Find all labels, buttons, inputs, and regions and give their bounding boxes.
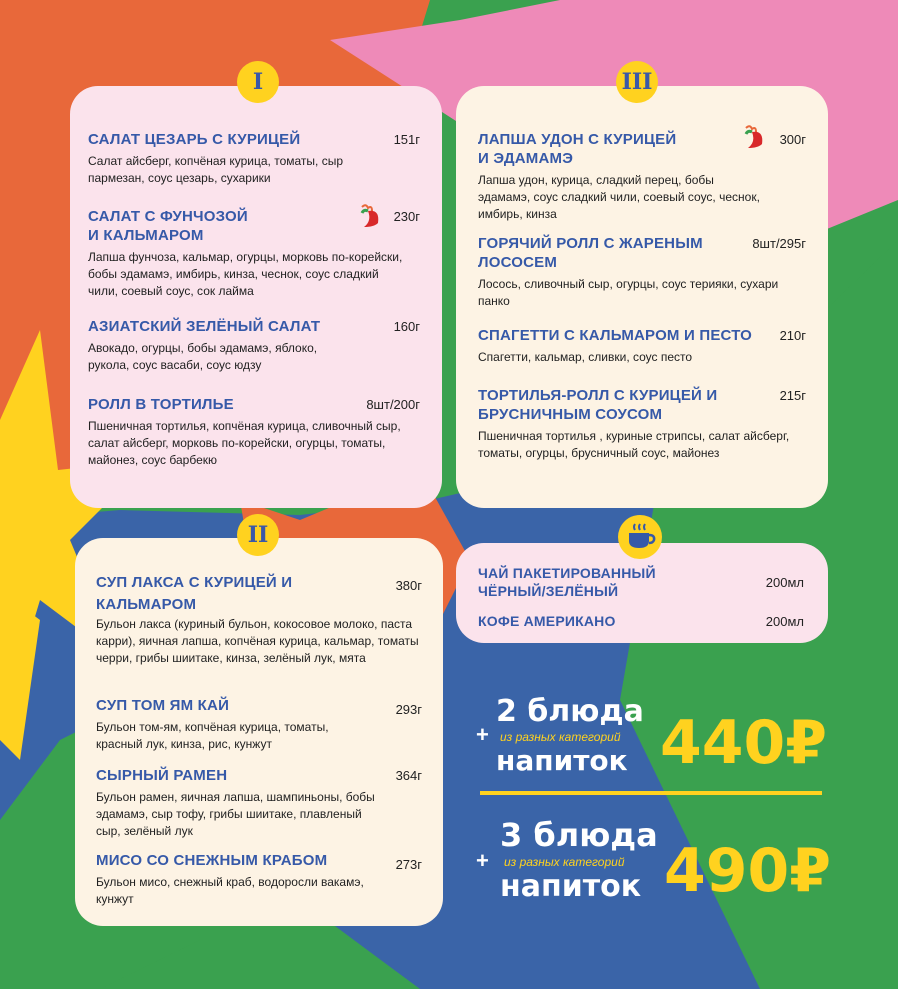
item-name: КОФЕ АМЕРИКАНО xyxy=(478,613,616,629)
menu-item xyxy=(96,696,422,753)
menu-item xyxy=(96,851,422,908)
section-badge-1: I xyxy=(237,61,279,103)
combo-dishes: 2 блюда xyxy=(496,694,644,729)
plus-sign: + xyxy=(476,722,489,747)
menu-item xyxy=(478,326,806,366)
combo-price: 440₽ xyxy=(660,708,827,778)
item-description: Салат айсберг, копчёная курица, томаты, сыр пармезан, соус цезарь, сухарики xyxy=(88,154,343,185)
item-description: Бульон лакса (куриный бульон, кокосовое молоко, паста карри), яичная лапша, копчёная курица, кальмар, томаты черри, грибы шиитаке, кинза, зелёный лук, мята xyxy=(96,617,419,665)
item-name: САЛАТ ЦЕЗАРЬ С КУРИЦЕЙ xyxy=(88,131,301,148)
item-weight: 160г xyxy=(393,319,420,334)
item-weight: 210г xyxy=(779,328,806,343)
item-name: ЛАПША УДОН С КУРИЦЕЙ И ЭДАМАМЭ xyxy=(478,131,677,167)
item-weight: 200мл xyxy=(765,614,804,629)
item-name: СПАГЕТТИ С КАЛЬМАРОМ И ПЕСТО xyxy=(478,327,753,344)
menu-item xyxy=(96,766,422,840)
combo-dishes: 3 блюда xyxy=(500,816,658,854)
item-name: МИСО СО СНЕЖНЫМ КРАБОМ xyxy=(96,852,328,869)
drinks-badge xyxy=(618,515,662,559)
item-name: СУП ЛАКСА С КУРИЦЕЙ И КАЛЬМАРОМ xyxy=(96,574,293,613)
combo-category-note: из разных категорий xyxy=(500,730,621,744)
menu-item xyxy=(88,395,420,469)
combo-drink: напиток xyxy=(496,744,628,777)
item-name: ТОРТИЛЬЯ-РОЛЛ С КУРИЦЕЙ И БРУСНИЧНЫМ СОУСОМ xyxy=(478,387,718,423)
coffee-cup-icon xyxy=(618,515,662,559)
item-weight: 215г xyxy=(779,388,806,403)
drink-item xyxy=(478,612,804,631)
item-weight: 364г xyxy=(395,768,422,783)
menu-item xyxy=(88,317,420,374)
item-weight: 273г xyxy=(395,857,422,872)
chili-pepper-icon xyxy=(356,203,384,229)
item-name: ЧАЙ ПАКЕТИРОВАННЫЙ ЧЁРНЫЙ/ЗЕЛЁНЫЙ xyxy=(478,565,656,599)
menu-item xyxy=(478,386,806,462)
item-description: Пшеничная тортилья , куриные стрипсы, салат айсберг, томаты, огурцы, брусничный соус, майонез xyxy=(478,429,790,460)
item-name: САЛАТ С ФУНЧОЗОЙ И КАЛЬМАРОМ xyxy=(88,208,248,244)
item-weight: 8шт/295г xyxy=(752,236,806,251)
item-name: СЫРНЫЙ РАМЕН xyxy=(96,767,228,784)
item-description: Пшеничная тортилья, копчёная курица, сливочный сыр, салат айсберг, морковь по-корейски, огурцы, томаты, майонез, соус барбекю xyxy=(88,419,401,467)
item-weight: 8шт/200г xyxy=(366,397,420,412)
combo-category-note: из разных категорий xyxy=(504,855,625,869)
menu-item xyxy=(88,130,420,187)
item-weight: 293г xyxy=(395,702,422,717)
item-weight: 200мл xyxy=(765,575,804,590)
menu-item xyxy=(96,572,422,667)
drink-item xyxy=(478,564,804,600)
menu-item xyxy=(478,234,806,310)
divider xyxy=(480,791,822,795)
item-description: Бульон мисо, снежный краб, водоросли вакамэ, кунжут xyxy=(96,875,364,906)
section-badge-3: III xyxy=(616,61,658,103)
menu-item xyxy=(478,130,806,223)
item-description: Лапша фунчоза, кальмар, огурцы, морковь по-корейски, бобы эдамамэ, имбирь, кинза, чеснок, соус сладкий чили, соевый соус, сок лайма xyxy=(88,250,403,298)
item-weight: 380г xyxy=(395,578,422,593)
chili-pepper-icon xyxy=(740,124,768,150)
item-description: Бульон том-ям, копчёная курица, томаты, красный лук, кинза, рис, кунжут xyxy=(96,720,329,751)
combo-drink: напиток xyxy=(500,869,642,904)
section-badge-2: II xyxy=(237,514,279,556)
item-name: СУП ТОМ ЯМ КАЙ xyxy=(96,697,230,714)
combo-price: 490₽ xyxy=(664,836,831,906)
item-description: Лосось, сливочный сыр, огурцы, соус терияки, сухари панко xyxy=(478,277,779,308)
item-description: Спагетти, кальмар, сливки, соус песто xyxy=(478,350,693,364)
item-weight: 230г xyxy=(393,209,420,224)
item-name: АЗИАТСКИЙ ЗЕЛЁНЫЙ САЛАТ xyxy=(88,318,321,335)
item-weight: 300г xyxy=(779,132,806,147)
item-description: Авокадо, огурцы, бобы эдамамэ, яблоко, рукола, соус васаби, соус юдзу xyxy=(88,341,318,372)
item-name: ГОРЯЧИЙ РОЛЛ С ЖАРЕНЫМ ЛОСОСЕМ xyxy=(478,235,703,271)
menu-item xyxy=(88,207,420,300)
item-weight: 151г xyxy=(393,132,420,147)
item-description: Бульон рамен, яичная лапша, шампиньоны, бобы эдамамэ, сыр тофу, грибы шиитаке, плавленый сыр, зелёный лук xyxy=(96,790,375,838)
item-name: РОЛЛ В ТОРТИЛЬЕ xyxy=(88,396,234,413)
plus-sign: + xyxy=(476,848,489,873)
item-description: Лапша удон, курица, сладкий перец, бобы эдамамэ, соус сладкий чили, соевый соус, чеснок, имбирь, кинза xyxy=(478,173,760,221)
